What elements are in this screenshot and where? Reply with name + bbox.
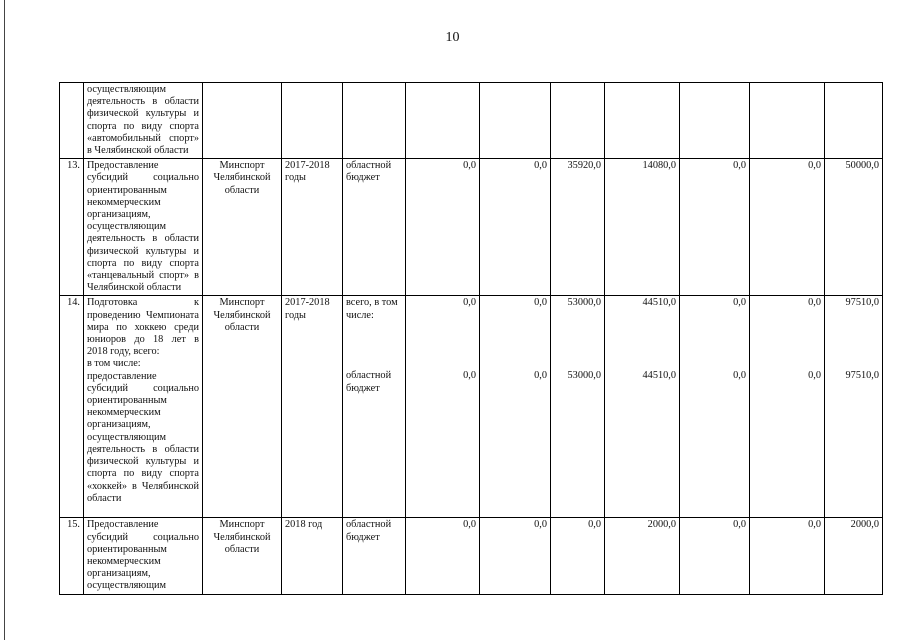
row-value bbox=[480, 83, 551, 159]
row-name: осуществляющим деятельность в области физической культуры и спорта по виду спорта «автомобильный спорт» в Челябинской области bbox=[84, 83, 203, 159]
row-number: 14. bbox=[60, 296, 84, 518]
value-total: 97510,0 bbox=[845, 297, 879, 309]
row-executor bbox=[203, 83, 282, 159]
row-period: 2018 год bbox=[282, 518, 343, 594]
value-total: 0,0 bbox=[534, 297, 547, 309]
row-value: 0,0 bbox=[750, 159, 825, 296]
row-value: 0,0 bbox=[680, 159, 750, 296]
row-name: Предоставление субсидий социально ориентированным некоммерческим организациям, осуществляющим деятельность в области физической культуры и спорта по виду спорта «танцевальный спорт» в Челябинской области bbox=[84, 159, 203, 296]
value-regional: 0,0 bbox=[808, 370, 821, 382]
row-number: 15. bbox=[60, 518, 84, 594]
value-regional: 0,0 bbox=[463, 370, 476, 382]
value-regional: 53000,0 bbox=[567, 370, 601, 382]
row-period: 2017-2018 годы bbox=[282, 296, 343, 518]
row-value: 0,0 bbox=[480, 159, 551, 296]
row-value bbox=[605, 296, 680, 518]
row-value: 2000,0 bbox=[605, 518, 680, 594]
row-source: областной бюджет bbox=[343, 159, 406, 296]
row-value bbox=[750, 83, 825, 159]
row-name-part: в том числе: bbox=[87, 358, 141, 370]
row-name-part: предоставление субсидий социально ориентированным некоммерческим организациям, осуществляющим деятельность в области физической культуры и спорта по виду спорта «хоккей» в Челябинской области bbox=[87, 370, 199, 504]
value-total: 0,0 bbox=[733, 297, 746, 309]
table-row bbox=[60, 296, 883, 518]
row-source: областной бюджет bbox=[343, 518, 406, 594]
table-row bbox=[60, 518, 883, 594]
row-value bbox=[480, 296, 551, 518]
value-regional: 0,0 bbox=[733, 370, 746, 382]
row-value: 35920,0 bbox=[551, 159, 605, 296]
row-value: 0,0 bbox=[551, 518, 605, 594]
row-executor: Минспорт Челябинской области bbox=[203, 159, 282, 296]
row-value: 0,0 bbox=[406, 159, 480, 296]
source-total: всего, в том числе: bbox=[346, 297, 398, 321]
value-total: 44510,0 bbox=[642, 297, 676, 309]
row-value: 2000,0 bbox=[825, 518, 883, 594]
row-value: 0,0 bbox=[480, 518, 551, 594]
row-name-part: Подготовка к проведению Чемпионата мира по хоккею среди юниоров до 18 лет в 2018 году, всего: bbox=[87, 297, 199, 358]
row-value: 0,0 bbox=[750, 518, 825, 594]
value-regional: 97510,0 bbox=[845, 370, 879, 382]
value-regional: 44510,0 bbox=[642, 370, 676, 382]
row-value bbox=[406, 296, 480, 518]
row-period bbox=[282, 83, 343, 159]
row-source bbox=[343, 296, 406, 518]
row-period: 2017-2018 годы bbox=[282, 159, 343, 296]
row-number bbox=[60, 83, 84, 159]
value-total: 53000,0 bbox=[567, 297, 601, 309]
row-value bbox=[551, 296, 605, 518]
row-name bbox=[84, 296, 203, 518]
row-executor: Минспорт Челябинской области bbox=[203, 518, 282, 594]
row-value bbox=[680, 83, 750, 159]
value-regional: 0,0 bbox=[534, 370, 547, 382]
page-left-edge bbox=[4, 0, 5, 640]
value-total: 0,0 bbox=[808, 297, 821, 309]
row-value bbox=[680, 296, 750, 518]
table-row bbox=[60, 159, 883, 296]
row-value: 50000,0 bbox=[825, 159, 883, 296]
row-name: Предоставление субсидий социально ориентированным некоммерческим организациям, осуществляющим bbox=[84, 518, 203, 594]
source-regional: областной бюджет bbox=[346, 370, 392, 394]
row-value: 0,0 bbox=[680, 518, 750, 594]
row-value bbox=[605, 83, 680, 159]
row-value bbox=[825, 83, 883, 159]
row-number: 13. bbox=[60, 159, 84, 296]
row-value: 14080,0 bbox=[605, 159, 680, 296]
row-value bbox=[551, 83, 605, 159]
row-source bbox=[343, 83, 406, 159]
value-total: 0,0 bbox=[463, 297, 476, 309]
page-number: 10 bbox=[445, 30, 460, 45]
table-row bbox=[60, 83, 883, 159]
row-executor: Минспорт Челябинской области bbox=[203, 296, 282, 518]
program-table bbox=[59, 82, 883, 595]
row-value bbox=[825, 296, 883, 518]
row-value bbox=[406, 83, 480, 159]
row-value bbox=[750, 296, 825, 518]
row-value: 0,0 bbox=[406, 518, 480, 594]
